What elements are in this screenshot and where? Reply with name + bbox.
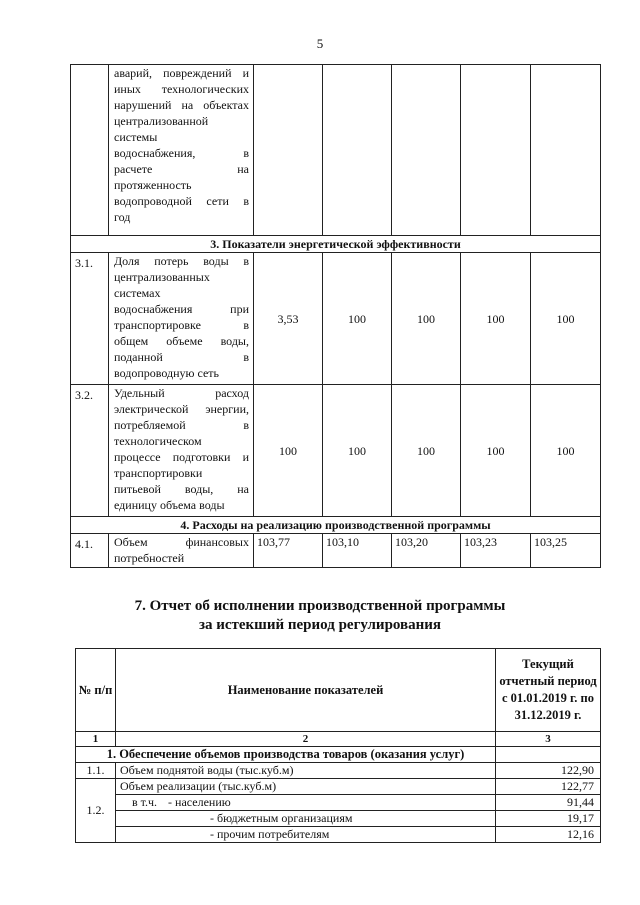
value-cell: 100 — [392, 385, 461, 517]
table-row — [71, 65, 601, 236]
indicator-text-line: протяженность — [114, 178, 192, 192]
value-cell: 100 — [461, 253, 531, 385]
value-cell — [461, 65, 531, 236]
section-row — [71, 236, 601, 253]
table-row — [76, 827, 601, 843]
section-row — [71, 517, 601, 534]
indicator-name-cell — [109, 385, 254, 517]
indicator-name-cell — [116, 795, 496, 811]
table-row — [71, 385, 601, 517]
indicator-text-line: потребностей — [114, 551, 185, 565]
column-number-row — [76, 732, 601, 747]
value-cell: 19,17 — [496, 811, 601, 827]
indicator-text-line: общем объеме воды, — [114, 334, 249, 348]
upper-indicators-table — [70, 64, 601, 568]
row-number-cell: 3.2. — [71, 385, 109, 517]
table-row — [76, 779, 601, 795]
row-prefix: в т.ч. — [132, 795, 158, 809]
header-number: № п/п — [76, 649, 116, 732]
indicator-text-line: поданной в — [114, 350, 249, 364]
indicator-text-line: централизованной — [114, 114, 209, 128]
indicator-text-line: водоснабжения, в — [114, 146, 249, 160]
indicator-text-line: системы — [114, 130, 158, 144]
table-row — [71, 534, 601, 568]
section-3-title: 3. Показатели энергетической эффективности — [71, 236, 601, 253]
header-period: Текущий отчетный период с 01.01.2019 г. по 31.12.2019 г. — [496, 649, 601, 732]
section-1-title: 1. Обеспечение объемов производства товаров (оказания услуг) — [76, 747, 496, 763]
table-row — [76, 795, 601, 811]
row-number-cell: 1.2. — [76, 779, 116, 843]
section-row — [76, 747, 601, 763]
value-cell: 103,23 — [461, 534, 531, 568]
row-name: - прочим потребителям — [210, 827, 330, 841]
indicator-text-line: единицу объема воды — [114, 498, 225, 512]
value-cell: 100 — [461, 385, 531, 517]
value-cell: 103,25 — [531, 534, 601, 568]
report-table — [75, 648, 601, 843]
indicator-text-line: водопроводную сеть — [114, 366, 220, 380]
indicator-text-line: питьевой воды, на — [114, 482, 249, 496]
value-cell: 100 — [392, 253, 461, 385]
value-cell: 122,90 — [496, 763, 601, 779]
indicator-text-line: электрической энергии, — [114, 402, 249, 416]
indicator-text-line: нарушений на объектах — [114, 98, 249, 112]
indicator-name-cell — [116, 811, 496, 827]
indicator-text-line: водоснабжения при — [114, 302, 249, 316]
column-number: 2 — [116, 732, 496, 747]
value-cell: 100 — [531, 253, 601, 385]
indicator-text-line: Удельный расход — [114, 386, 249, 400]
indicator-text-line: иных технологических — [114, 82, 249, 96]
indicator-name-cell — [109, 253, 254, 385]
table-row — [76, 811, 601, 827]
indicator-text-line: транспортировке в — [114, 318, 249, 332]
indicator-text-line: централизованных — [114, 270, 210, 284]
column-number: 1 — [76, 732, 116, 747]
row-name: - населению — [168, 795, 231, 809]
row-number-cell — [71, 65, 109, 236]
indicator-text-line: системах — [114, 286, 161, 300]
value-cell: 91,44 — [496, 795, 601, 811]
header-row — [76, 649, 601, 732]
indicator-text-line: Объем финансовых — [114, 535, 249, 549]
page-number: 5 — [316, 36, 324, 51]
header-name: Наименование показателей — [116, 649, 496, 732]
indicator-text-line: аварий, повреждений и — [114, 66, 249, 80]
empty-cell — [496, 747, 601, 763]
value-cell: 100 — [323, 385, 392, 517]
table-row — [76, 763, 601, 779]
row-number-cell: 4.1. — [71, 534, 109, 568]
value-cell: 3,53 — [254, 253, 323, 385]
indicator-text-line: водопроводной сети в — [114, 194, 249, 208]
indicator-text-line: расчете на — [114, 162, 249, 176]
indicator-text-line: процессе подготовки и — [114, 450, 249, 464]
indicator-text-line: год — [114, 210, 131, 224]
indicator-name-cell — [116, 827, 496, 843]
section-4-title: 4. Расходы на реализацию производственной программы — [71, 517, 601, 534]
value-cell: 103,10 — [323, 534, 392, 568]
indicator-name-cell — [109, 65, 254, 236]
value-cell: 122,77 — [496, 779, 601, 795]
row-number-cell: 3.1. — [71, 253, 109, 385]
indicator-name-cell — [109, 534, 254, 568]
value-cell — [392, 65, 461, 236]
indicator-text-line: Доля потерь воды в — [114, 254, 249, 268]
indicator-name-cell: Объем реализации (тыс.куб.м) — [116, 779, 496, 795]
value-cell — [531, 65, 601, 236]
row-name: - бюджетным организациям — [210, 811, 353, 825]
report-heading-line2: за истекший период регулирования — [198, 617, 442, 633]
column-number: 3 — [496, 732, 601, 747]
table-row — [71, 253, 601, 385]
value-cell: 100 — [531, 385, 601, 517]
value-cell: 12,16 — [496, 827, 601, 843]
value-cell: 103,77 — [254, 534, 323, 568]
indicator-text-line: потребляемой в — [114, 418, 249, 432]
report-heading-line1: 7. Отчет об исполнении производственной программы — [134, 598, 506, 614]
row-number-cell: 1.1. — [76, 763, 116, 779]
value-cell — [254, 65, 323, 236]
indicator-text-line: транспортировки — [114, 466, 203, 480]
indicator-text-line: технологическом — [114, 434, 202, 448]
value-cell: 100 — [323, 253, 392, 385]
value-cell: 103,20 — [392, 534, 461, 568]
indicator-name-cell: Объем поднятой воды (тыс.куб.м) — [116, 763, 496, 779]
value-cell: 100 — [254, 385, 323, 517]
value-cell — [323, 65, 392, 236]
